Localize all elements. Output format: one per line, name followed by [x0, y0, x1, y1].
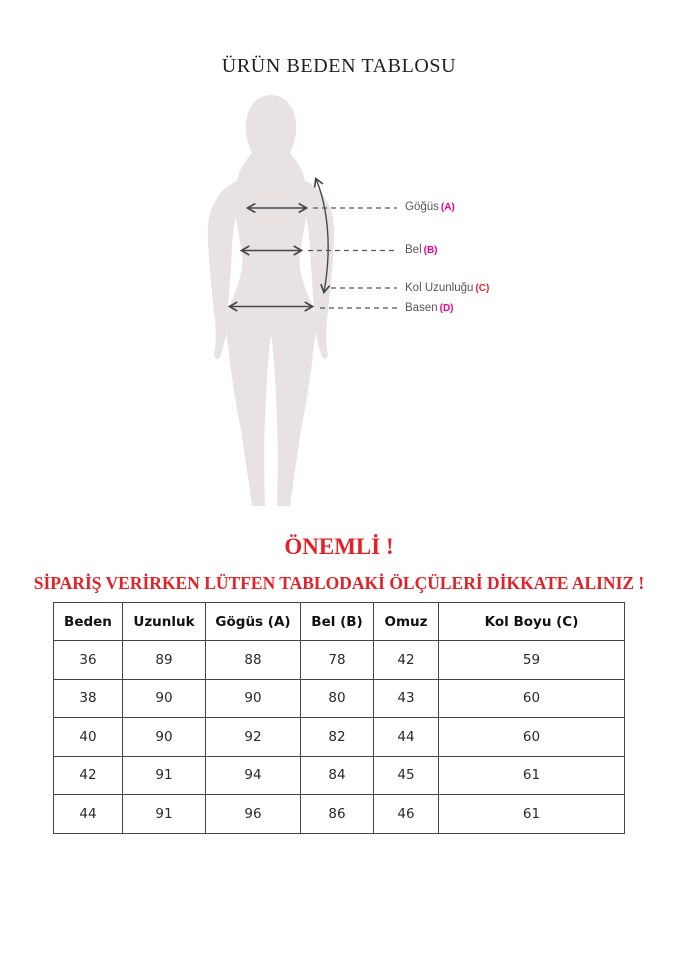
size-cell-r5-c2: 91 — [123, 795, 206, 834]
size-table-row-2 — [54, 679, 625, 718]
size-cell-r1-c1: 36 — [54, 641, 123, 680]
size-cell-r3-c5: 44 — [374, 718, 439, 757]
size-table-body — [54, 641, 625, 834]
measure-label-3 — [405, 282, 489, 295]
size-cell-r1-c3: 88 — [206, 641, 301, 680]
size-cell-r1-c5: 42 — [374, 641, 439, 680]
size-table-header-5: Omuz — [374, 603, 439, 641]
size-cell-r4-c1: 42 — [54, 756, 123, 795]
measure-letter: (A) — [440, 202, 455, 213]
size-table-header-1: Beden — [54, 603, 123, 641]
size-cell-r2-c6: 60 — [439, 679, 625, 718]
size-cell-r4-c4: 84 — [301, 756, 374, 795]
size-table — [53, 602, 625, 834]
size-cell-r2-c4: 80 — [301, 679, 374, 718]
size-table-header-row — [54, 603, 625, 641]
size-cell-r1-c2: 89 — [123, 641, 206, 680]
size-table-row-4 — [54, 756, 625, 795]
measure-name: Basen — [405, 302, 438, 314]
size-cell-r1-c4: 78 — [301, 641, 374, 680]
warning-text: SİPARİŞ VERİRKEN LÜTFEN TABLODAKİ ÖLÇÜLERİ DİKKATE ALINIZ ! — [33, 573, 645, 593]
size-cell-r4-c3: 94 — [206, 756, 301, 795]
size-cell-r5-c4: 86 — [301, 795, 374, 834]
measure-name: Göğüs — [405, 201, 439, 213]
size-cell-r5-c5: 46 — [374, 795, 439, 834]
size-table-row-3 — [54, 718, 625, 757]
measure-label-4 — [405, 302, 454, 315]
size-cell-r2-c2: 90 — [123, 679, 206, 718]
size-table-row-1 — [54, 641, 625, 680]
size-cell-r4-c2: 91 — [123, 756, 206, 795]
size-cell-r2-c3: 90 — [206, 679, 301, 718]
size-table-row-5 — [54, 795, 625, 834]
size-cell-r2-c5: 43 — [374, 679, 439, 718]
size-cell-r5-c1: 44 — [54, 795, 123, 834]
important-heading: ÖNEMLİ ! — [284, 534, 394, 559]
body-silhouette — [208, 95, 334, 506]
measure-letter: (D) — [439, 303, 454, 314]
size-cell-r4-c6: 61 — [439, 756, 625, 795]
size-cell-r3-c2: 90 — [123, 718, 206, 757]
size-table-header-6: Kol Boyu (C) — [439, 603, 625, 641]
measure-name: Bel — [405, 244, 422, 256]
size-cell-r4-c5: 45 — [374, 756, 439, 795]
page-title: ÜRÜN BEDEN TABLOSU — [221, 55, 457, 77]
measure-label-1 — [405, 201, 455, 214]
measure-letter: (C) — [475, 283, 490, 294]
size-cell-r5-c6: 61 — [439, 795, 625, 834]
size-table-header-2: Uzunluk — [123, 603, 206, 641]
size-table-header-4: Bel (B) — [301, 603, 374, 641]
measure-label-2 — [405, 244, 438, 257]
size-cell-r3-c1: 40 — [54, 718, 123, 757]
size-cell-r3-c3: 92 — [206, 718, 301, 757]
measure-name: Kol Uzunluğu — [405, 282, 474, 294]
size-cell-r2-c1: 38 — [54, 679, 123, 718]
measure-letter: (B) — [423, 245, 438, 256]
size-cell-r3-c6: 60 — [439, 718, 625, 757]
size-cell-r5-c3: 96 — [206, 795, 301, 834]
size-cell-r1-c6: 59 — [439, 641, 625, 680]
size-cell-r3-c4: 82 — [301, 718, 374, 757]
size-table-header-3: Gögüs (A) — [206, 603, 301, 641]
